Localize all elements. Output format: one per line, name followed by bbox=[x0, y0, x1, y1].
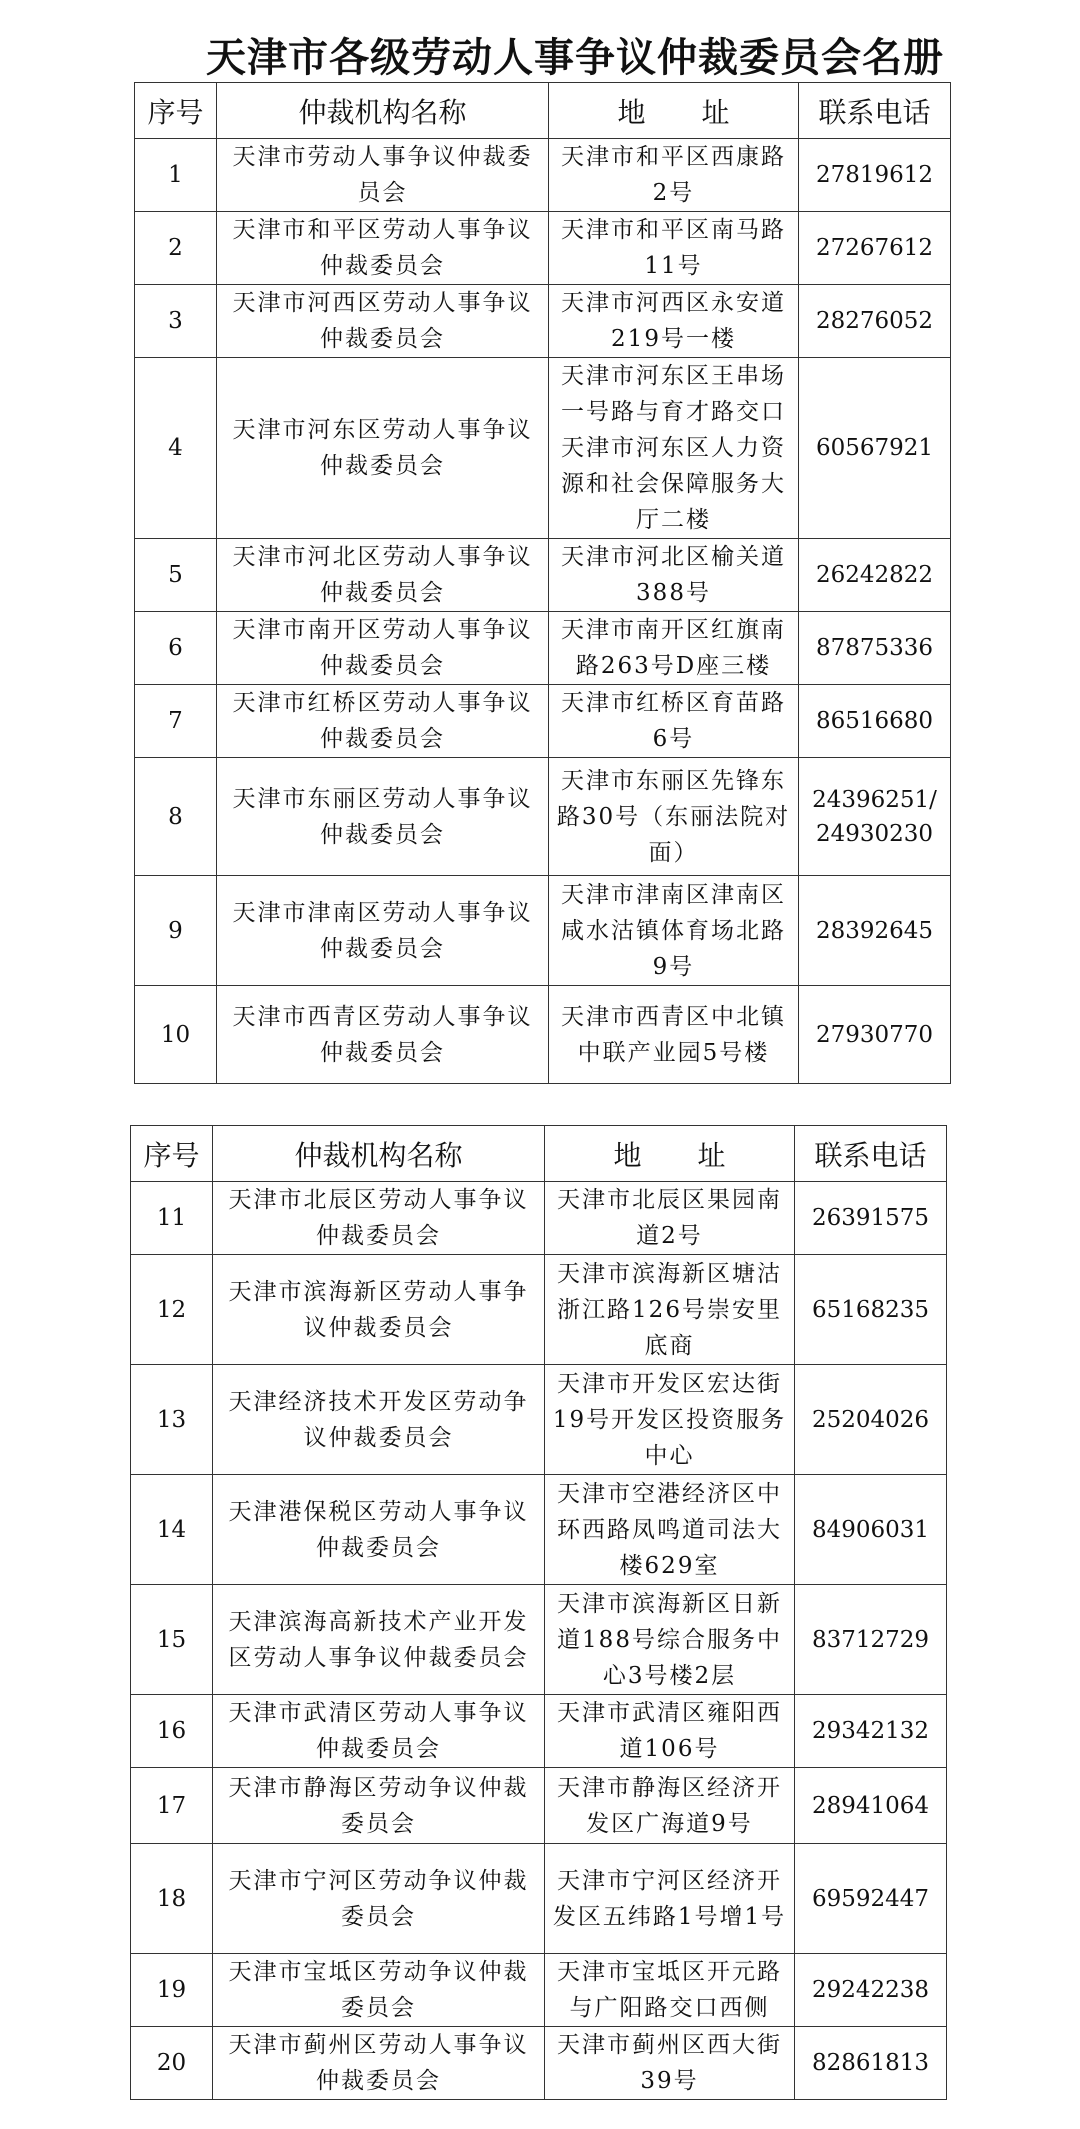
institution-phone: 28392645 bbox=[799, 876, 951, 986]
institution-address: 天津市东丽区先锋东路30号（东丽法院对面） bbox=[549, 758, 799, 876]
header-row bbox=[135, 83, 951, 139]
institution-phone: 29342132 bbox=[795, 1695, 947, 1768]
row-number: 17 bbox=[131, 1768, 213, 1844]
institution-phone: 65168235 bbox=[795, 1255, 947, 1365]
table-row bbox=[131, 2027, 947, 2100]
row-number: 7 bbox=[135, 685, 217, 758]
institution-phone: 82861813 bbox=[795, 2027, 947, 2100]
row-number: 9 bbox=[135, 876, 217, 986]
table-row bbox=[135, 139, 951, 212]
institution-phone: 29242238 bbox=[795, 1954, 947, 2027]
table-row bbox=[131, 1768, 947, 1844]
table-row bbox=[135, 539, 951, 612]
institution-phone: 28941064 bbox=[795, 1768, 947, 1844]
institution-phone: 86516680 bbox=[799, 685, 951, 758]
institution-name: 天津市西青区劳动人事争议仲裁委员会 bbox=[217, 986, 549, 1084]
institution-phone: 27930770 bbox=[799, 986, 951, 1084]
institution-address: 天津市蓟州区西大街39号 bbox=[545, 2027, 795, 2100]
institution-name: 天津市武清区劳动人事争议仲裁委员会 bbox=[213, 1695, 545, 1768]
table-row bbox=[131, 1475, 947, 1585]
header-row bbox=[131, 1126, 947, 1182]
row-number: 6 bbox=[135, 612, 217, 685]
institution-name: 天津市静海区劳动争议仲裁委员会 bbox=[213, 1768, 545, 1844]
institution-phone: 26391575 bbox=[795, 1182, 947, 1255]
table-row bbox=[135, 876, 951, 986]
row-number: 20 bbox=[131, 2027, 213, 2100]
institution-name: 天津市北辰区劳动人事争议仲裁委员会 bbox=[213, 1182, 545, 1255]
institution-address: 天津市和平区南马路11号 bbox=[549, 212, 799, 285]
row-number: 12 bbox=[131, 1255, 213, 1365]
registry-table-2 bbox=[130, 1125, 947, 2100]
row-number: 1 bbox=[135, 139, 217, 212]
row-number: 5 bbox=[135, 539, 217, 612]
table-row bbox=[131, 1585, 947, 1695]
table-row bbox=[131, 1954, 947, 2027]
institution-address: 天津市宁河区经济开发区五纬路1号增1号 bbox=[545, 1844, 795, 1954]
header-name: 仲裁机构名称 bbox=[217, 83, 549, 139]
institution-phone: 27267612 bbox=[799, 212, 951, 285]
institution-name: 天津市河北区劳动人事争议仲裁委员会 bbox=[217, 539, 549, 612]
institution-name: 天津市河西区劳动人事争议仲裁委员会 bbox=[217, 285, 549, 358]
table-row bbox=[135, 986, 951, 1084]
institution-address: 天津市空港经济区中环西路凤鸣道司法大楼629室 bbox=[545, 1475, 795, 1585]
institution-address: 天津市滨海新区日新道188号综合服务中心3号楼2层 bbox=[545, 1585, 795, 1695]
row-number: 18 bbox=[131, 1844, 213, 1954]
table-row bbox=[135, 685, 951, 758]
table-row bbox=[135, 758, 951, 876]
header-address: 地 址 bbox=[545, 1126, 795, 1182]
institution-address: 天津市开发区宏达街19号开发区投资服务中心 bbox=[545, 1365, 795, 1475]
institution-name: 天津市东丽区劳动人事争议仲裁委员会 bbox=[217, 758, 549, 876]
institution-address: 天津市和平区西康路2号 bbox=[549, 139, 799, 212]
table-row bbox=[135, 285, 951, 358]
row-number: 2 bbox=[135, 212, 217, 285]
row-number: 11 bbox=[131, 1182, 213, 1255]
page-title: 天津市各级劳动人事争议仲裁委员会名册 bbox=[206, 34, 944, 81]
institution-address: 天津市津南区津南区咸水沽镇体育场北路9号 bbox=[549, 876, 799, 986]
institution-name: 天津滨海高新技术产业开发区劳动人事争议仲裁委员会 bbox=[213, 1585, 545, 1695]
header-phone: 联系电话 bbox=[799, 83, 951, 139]
table-row bbox=[131, 1844, 947, 1954]
institution-phone: 83712729 bbox=[795, 1585, 947, 1695]
institution-phone: 25204026 bbox=[795, 1365, 947, 1475]
institution-address: 天津市河东区王串场一号路与育才路交口天津市河东区人力资源和社会保障服务大厅二楼 bbox=[549, 358, 799, 539]
institution-name: 天津市河东区劳动人事争议仲裁委员会 bbox=[217, 358, 549, 539]
row-number: 13 bbox=[131, 1365, 213, 1475]
institution-address: 天津市武清区雍阳西道106号 bbox=[545, 1695, 795, 1768]
table-row bbox=[131, 1255, 947, 1365]
institution-address: 天津市河西区永安道219号一楼 bbox=[549, 285, 799, 358]
table-row bbox=[131, 1182, 947, 1255]
institution-phone: 28276052 bbox=[799, 285, 951, 358]
row-number: 10 bbox=[135, 986, 217, 1084]
institution-name: 天津经济技术开发区劳动争议仲裁委员会 bbox=[213, 1365, 545, 1475]
table-row bbox=[135, 612, 951, 685]
institution-name: 天津市宝坻区劳动争议仲裁委员会 bbox=[213, 1954, 545, 2027]
table-row bbox=[131, 1365, 947, 1475]
institution-address: 天津市宝坻区开元路与广阳路交口西侧 bbox=[545, 1954, 795, 2027]
institution-name: 天津市南开区劳动人事争议仲裁委员会 bbox=[217, 612, 549, 685]
header-name: 仲裁机构名称 bbox=[213, 1126, 545, 1182]
institution-phone: 87875336 bbox=[799, 612, 951, 685]
institution-name: 天津市津南区劳动人事争议仲裁委员会 bbox=[217, 876, 549, 986]
institution-address: 天津市北辰区果园南道2号 bbox=[545, 1182, 795, 1255]
table-row bbox=[135, 358, 951, 539]
institution-address: 天津市静海区经济开发区广海道9号 bbox=[545, 1768, 795, 1844]
institution-name: 天津市劳动人事争议仲裁委员会 bbox=[217, 139, 549, 212]
institution-name: 天津市滨海新区劳动人事争议仲裁委员会 bbox=[213, 1255, 545, 1365]
institution-address: 天津市滨海新区塘沽浙江路126号崇安里底商 bbox=[545, 1255, 795, 1365]
institution-name: 天津市宁河区劳动争议仲裁委员会 bbox=[213, 1844, 545, 1954]
header-address: 地 址 bbox=[549, 83, 799, 139]
institution-phone: 27819612 bbox=[799, 139, 951, 212]
institution-name: 天津市蓟州区劳动人事争议仲裁委员会 bbox=[213, 2027, 545, 2100]
institution-address: 天津市南开区红旗南路263号D座三楼 bbox=[549, 612, 799, 685]
row-number: 16 bbox=[131, 1695, 213, 1768]
row-number: 8 bbox=[135, 758, 217, 876]
row-number: 15 bbox=[131, 1585, 213, 1695]
institution-name: 天津港保税区劳动人事争议仲裁委员会 bbox=[213, 1475, 545, 1585]
row-number: 4 bbox=[135, 358, 217, 539]
institution-name: 天津市红桥区劳动人事争议仲裁委员会 bbox=[217, 685, 549, 758]
institution-address: 天津市河北区榆关道388号 bbox=[549, 539, 799, 612]
institution-name: 天津市和平区劳动人事争议仲裁委员会 bbox=[217, 212, 549, 285]
header-no: 序号 bbox=[135, 83, 217, 139]
institution-address: 天津市红桥区育苗路6号 bbox=[549, 685, 799, 758]
table-row bbox=[131, 1695, 947, 1768]
header-no: 序号 bbox=[131, 1126, 213, 1182]
institution-phone: 26242822 bbox=[799, 539, 951, 612]
institution-phone: 24396251/24930230 bbox=[799, 758, 951, 876]
institution-phone: 84906031 bbox=[795, 1475, 947, 1585]
row-number: 14 bbox=[131, 1475, 213, 1585]
row-number: 19 bbox=[131, 1954, 213, 2027]
header-phone: 联系电话 bbox=[795, 1126, 947, 1182]
registry-table-1 bbox=[134, 82, 951, 1084]
institution-address: 天津市西青区中北镇中联产业园5号楼 bbox=[549, 986, 799, 1084]
table-row bbox=[135, 212, 951, 285]
row-number: 3 bbox=[135, 285, 217, 358]
institution-phone: 69592447 bbox=[795, 1844, 947, 1954]
institution-phone: 60567921 bbox=[799, 358, 951, 539]
